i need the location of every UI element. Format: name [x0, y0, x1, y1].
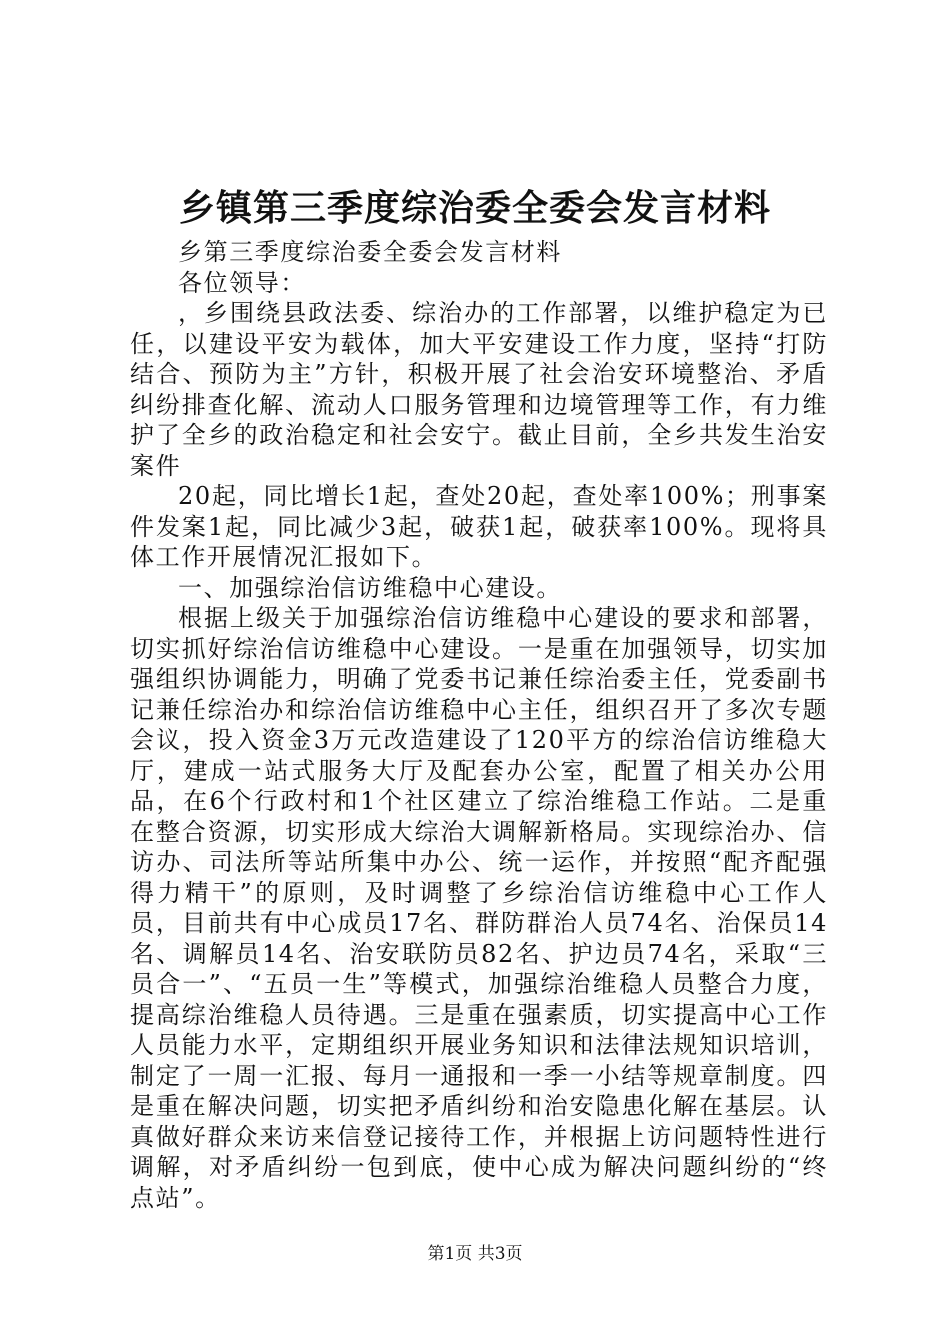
- document-title: 乡镇第三季度综治委全委会发言材料: [178, 187, 771, 229]
- paragraph-salutation: 各位领导：: [178, 268, 306, 297]
- document-body: [130, 237, 828, 1213]
- paragraph-statistics: 20起，同比增长1起，查处20起，查处率100%；刑事案件发案1起，同比减少3起，破获1起，破获率100%。现将具体工作开展情况汇报如下。: [130, 482, 828, 571]
- page-footer: 第1页 共3页: [427, 1244, 523, 1264]
- paragraph-subtitle: 乡第三季度综治委全委会发言材料: [178, 238, 562, 266]
- paragraph-intro: ，乡围绕县政法委、综治办的工作部署，以维护稳定为已任，以建设平安为载体，加大平安建设工作力度，坚持“打防结合、预防为主”方针，积极开展了社会治安环境整治、矛盾纠纷排查化解、流动人口服务管理和边境管理等工作，有力维护了全乡的政治稳定和社会安宁。截止目前，全乡共发生治安案件: [130, 299, 828, 480]
- paragraph-section-1-body: 根据上级关于加强综治信访维稳中心建设的要求和部署，切实抓好综治信访维稳中心建设。一是重在加强领导，切实加强组织协调能力，明确了党委书记兼任综治委主任，党委副书记兼任综治办和综治信访维稳中心主任，组织召开了多次专题会议，投入资金3万元改造建设了120平方的综治信访维稳大厅，建成一站式服务大厅及配套办公室，配置了相关办公用品，在6个行政村和1个社区建立了综治维稳工作站。二是重在整合资源，切实形成大综治大调解新格局。实现综治办、信访办、司法所等站所集中办公、统一运作，并按照“配齐配强得力精干”的原则，及时调整了乡综治信访维稳中心工作人员，目前共有中心成员17名、群防群治人员74名、治保员14名、调解员14名、治安联防员82名、护边员74名，采取“三员合一”、“五员一生”等模式，加强综治维稳人员整合力度，提高综治维稳人员待遇。三是重在强素质，切实提高中心工作人员能力水平，定期组织开展业务知识和法律法规知识培训，制定了一周一汇报、每月一通报和一季一小结等规章制度。四是重在解决问题，切实把矛盾纠纷和治安隐患化解在基层。认真做好群众来访来信登记接待工作，并根据上访问题特性进行调解，对矛盾纠纷一包到底，使中心成为解决问题纠纷的“终点站”。: [130, 604, 828, 1212]
- section-heading-1: 一、加强综治信访维稳中心建设。: [178, 573, 562, 602]
